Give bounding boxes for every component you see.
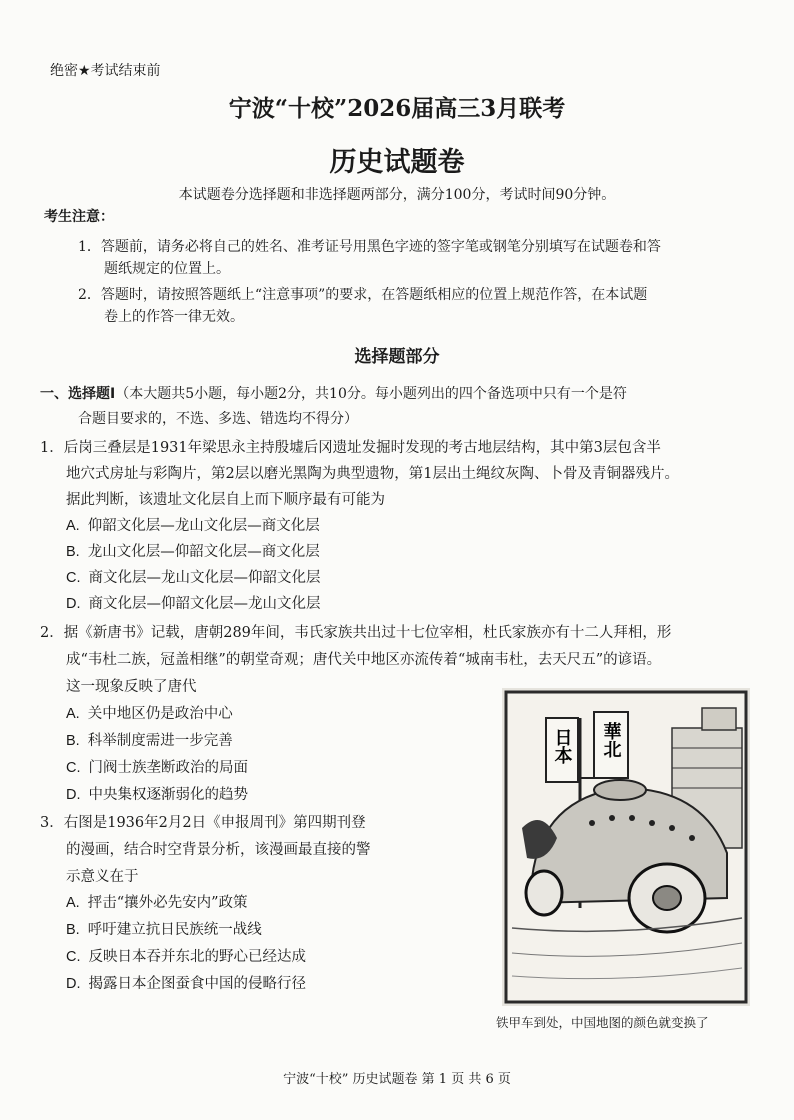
sign-right-text: 華北 xyxy=(600,722,622,758)
option-text: 抨击“攘外必先安内”政策 xyxy=(87,895,248,911)
option-text: 关中地区仍是政治中心 xyxy=(87,706,233,722)
option-letter: C. xyxy=(66,570,81,586)
option-text: 科举制度需进一步完善 xyxy=(87,733,233,749)
q3-stem-line1: 3．右图是1936年2月2日《申报周刊》第四期刊登 xyxy=(40,815,366,831)
q1-option-a[interactable] xyxy=(66,514,320,535)
part-heading xyxy=(40,383,627,403)
q3-option-c[interactable] xyxy=(66,945,306,966)
option-letter: A. xyxy=(66,518,80,534)
q2-option-d[interactable] xyxy=(66,783,248,804)
option-text: 揭露日本企图蚕食中国的侵略行径 xyxy=(88,976,306,992)
exam-subtitle: 历史试题卷 xyxy=(329,147,465,178)
figure-caption: 铁甲车到处，中国地图的颜色就变换了 xyxy=(496,1015,709,1030)
option-text: 商文化层—仰韶文化层—龙山文化层 xyxy=(88,596,321,612)
page-footer: 宁波“十校” 历史试题卷 第 1 页 共 6 页 xyxy=(283,1072,511,1087)
option-letter: D. xyxy=(66,787,81,803)
q1-stem-line3: 据此判断，该遗址文化层自上而下顺序最有可能为 xyxy=(66,492,385,508)
section-title: 选择题部分 xyxy=(354,347,440,367)
cartoon-figure xyxy=(502,688,750,1006)
option-text: 呼吁建立抗日民族统一战线 xyxy=(87,922,262,938)
exam-intro: 本试题卷分选择题和非选择题两部分，满分100分，考试时间90分钟。 xyxy=(178,187,616,203)
notice-item-2-line1: 2．答题时，请按照答题纸上“注意事项”的要求，在答题纸相应的位置上规范作答，在本试题 xyxy=(78,287,648,303)
option-text: 门阀士族垄断政治的局面 xyxy=(88,760,248,776)
q2-stem-line1: 2．据《新唐书》记载，唐朝289年间，韦氏家族共出过十七位宰相，杜氏家族亦有十二人拜相，形 xyxy=(40,625,672,641)
notice-item-2-line2: 卷上的作答一律无效。 xyxy=(104,309,244,325)
q2-option-c[interactable] xyxy=(66,756,248,777)
option-letter: B. xyxy=(66,922,80,938)
q3-option-b[interactable] xyxy=(66,918,262,939)
option-letter: B. xyxy=(66,544,80,560)
q3-stem-line2: 的漫画，结合时空背景分析，该漫画最直接的警 xyxy=(66,842,371,858)
notice-item-1-line1: 1．答题前，请务必将自己的姓名、准考证号用黑色字迹的签字笔或钢笔分别填写在试题卷和答 xyxy=(78,239,661,255)
armored-car-cartoon xyxy=(502,688,750,1006)
part-instructions-line2: 合题目要求的，不选、多选、错选均不得分） xyxy=(78,411,358,427)
option-letter: A. xyxy=(66,895,80,911)
q2-option-b[interactable] xyxy=(66,729,233,750)
option-text: 商文化层—龙山文化层—仰韶文化层 xyxy=(88,570,321,586)
option-text: 中央集权逐渐弱化的趋势 xyxy=(88,787,248,803)
q2-stem-line3: 这一现象反映了唐代 xyxy=(66,679,197,695)
sign-left-text: 日本 xyxy=(551,728,573,764)
exam-title: 宁波“十校”2026届高三3月联考 xyxy=(228,95,566,122)
notice-item-1-line2: 题纸规定的位置上。 xyxy=(104,261,230,277)
option-letter: C. xyxy=(66,760,81,776)
option-letter: D. xyxy=(66,596,81,612)
option-letter: D. xyxy=(66,976,81,992)
q3-option-a[interactable] xyxy=(66,891,248,912)
q2-option-a[interactable] xyxy=(66,702,233,723)
q1-stem-line2: 地穴式房址与彩陶片，第2层以磨光黑陶为典型遗物，第1层出土绳纹灰陶、卜骨及青铜器残片。 xyxy=(66,466,679,482)
q2-stem-line2: 成“韦杜二族，冠盖相继”的朝堂奇观；唐代关中地区亦流传着“城南韦杜，去天尺五”的谚语。 xyxy=(66,652,662,668)
option-text: 龙山文化层—仰韶文化层—商文化层 xyxy=(87,544,320,560)
part-instructions-line1: （本大题共5小题，每小题2分，共10分。每小题列出的四个备选项中只有一个是符 xyxy=(115,386,627,402)
option-text: 仰韶文化层—龙山文化层—商文化层 xyxy=(87,518,320,534)
q3-stem-line3: 示意义在于 xyxy=(66,869,139,885)
option-letter: C. xyxy=(66,949,81,965)
q3-option-d[interactable] xyxy=(66,972,306,993)
q1-stem-line1: 1．后岗三叠层是1931年梁思永主持殷墟后冈遗址发掘时发现的考古地层结构，其中第3层包含半 xyxy=(40,440,661,456)
option-text: 反映日本吞并东北的野心已经达成 xyxy=(88,949,306,965)
part-label: 一、选择题Ⅰ xyxy=(40,386,116,402)
q1-option-c[interactable] xyxy=(66,566,321,587)
notice-heading: 考生注意： xyxy=(44,209,114,225)
option-letter: A. xyxy=(66,706,80,722)
option-letter: B. xyxy=(66,733,80,749)
q1-option-b[interactable] xyxy=(66,540,320,561)
confidential-label: 绝密★考试结束前 xyxy=(50,63,161,79)
q1-option-d[interactable] xyxy=(66,592,321,613)
